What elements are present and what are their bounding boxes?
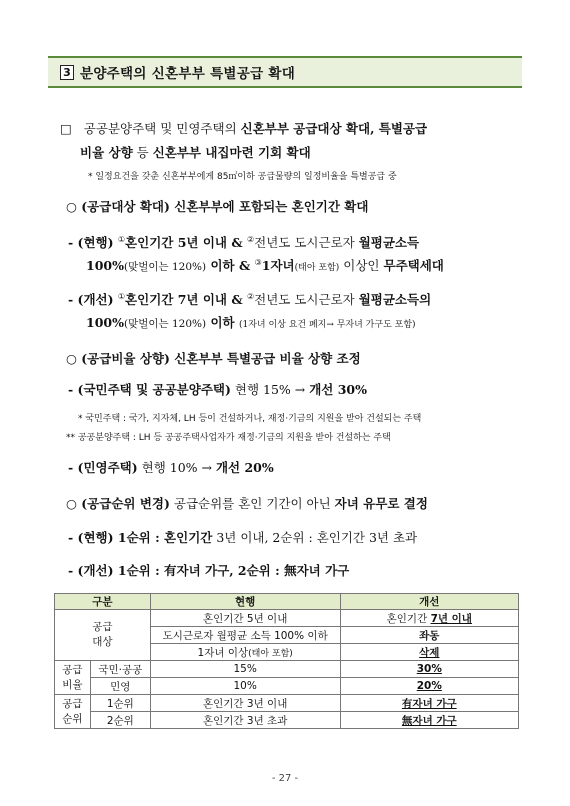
s1-new-line-2: 100%(맞벌이는 120%) 이하 (1자녀 이상 요건 폐지→ 무자녀 가구도 포함) bbox=[86, 315, 416, 330]
intro-note: * 일정요건을 갖춘 신혼부부에게 85㎡이하 공급물량의 일정비율을 특별공급 중 bbox=[88, 172, 397, 182]
table-header-row bbox=[55, 594, 519, 610]
s1-current-line-1: - (현행) ①혼인기간 5년 이내 & ②전년도 도시근로자 월평균소득 bbox=[68, 235, 420, 250]
section-header bbox=[48, 56, 522, 88]
group-label-eligibility: 공급 대상 bbox=[55, 610, 151, 661]
table-header-improved: 개선 bbox=[340, 594, 518, 610]
intro-line-1: □ 공공분양주택 및 민영주택의 신혼부부 공급대상 확대, 특별공급 bbox=[60, 121, 428, 136]
table-header-current: 현행 bbox=[150, 594, 340, 610]
s2-private-ratio: - (민영주택) 현행 10% → 개선 20% bbox=[68, 460, 274, 475]
s3-heading: ○ (공급순위 변경) 공급순위를 혼인 기간이 아닌 자녀 유무로 결정 bbox=[66, 496, 428, 511]
table-row: 공급 순위 1순위 혼인기간 3년 이내 有자녀 가구 bbox=[55, 695, 519, 712]
page-number: - 27 - bbox=[271, 773, 299, 784]
intro-line-2: 비율 상향 등 신혼부부 내집마련 기회 확대 bbox=[80, 145, 311, 160]
group-label-priority: 공급 순위 bbox=[55, 695, 91, 729]
section-title: 분양주택의 신혼부부 특별공급 확대 bbox=[80, 66, 296, 82]
s2-public-ratio: - (국민주택 및 공공분양주택) 현행 15% → 개선 30% bbox=[68, 382, 367, 397]
table-row: 2순위 혼인기간 3년 초과 無자녀 가구 bbox=[55, 712, 519, 729]
section-number: 3 bbox=[60, 65, 74, 80]
s3-new: - (개선) 1순위 : 有자녀 가구, 2순위 : 無자녀 가구 bbox=[68, 563, 350, 578]
table-header-category: 구분 bbox=[55, 594, 151, 610]
table-row: 1자녀 이상(태아 포함) 삭제 bbox=[55, 644, 519, 661]
table-row: 도시근로자 월평균 소득 100% 이하 좌동 bbox=[55, 627, 519, 644]
comparison-table bbox=[54, 593, 519, 729]
square-bullet-icon: □ bbox=[60, 121, 72, 136]
table-row: 민영 10% 20% bbox=[55, 678, 519, 695]
s3-current: - (현행) 1순위 : 혼인기간 3년 이내, 2순위 : 혼인기간 3년 초과 bbox=[68, 530, 418, 545]
s1-new-line-1: - (개선) ①혼인기간 7년 이내 & ②전년도 도시근로자 월평균소득의 bbox=[68, 292, 432, 307]
s1-heading: ○ (공급대상 확대) 신혼부부에 포함되는 혼인기간 확대 bbox=[66, 199, 369, 214]
table-row: 공급 대상 혼인기간 5년 이내 혼인기간 7년 이내 bbox=[55, 610, 519, 627]
s2-note-2: ** 공공분양주택 : LH 등 공공주택사업자가 재정·기금의 지원을 받아 건설하는 주택 bbox=[66, 433, 391, 443]
table-row: 공급 비율 국민·공공 15% 30% bbox=[55, 661, 519, 678]
s2-note-1: * 국민주택 : 국가, 지자체, LH 등이 건설하거나, 재정·기금의 지원을 받아 건설되는 주택 bbox=[78, 414, 422, 424]
group-label-ratio: 공급 비율 bbox=[55, 661, 91, 695]
s1-current-line-2: 100%(맞벌이는 120%) 이하 & ③1자녀(태아 포함) 이상인 무주택세대 bbox=[86, 258, 444, 273]
s2-heading: ○ (공급비율 상향) 신혼부부 특별공급 비율 상향 조정 bbox=[66, 351, 361, 366]
